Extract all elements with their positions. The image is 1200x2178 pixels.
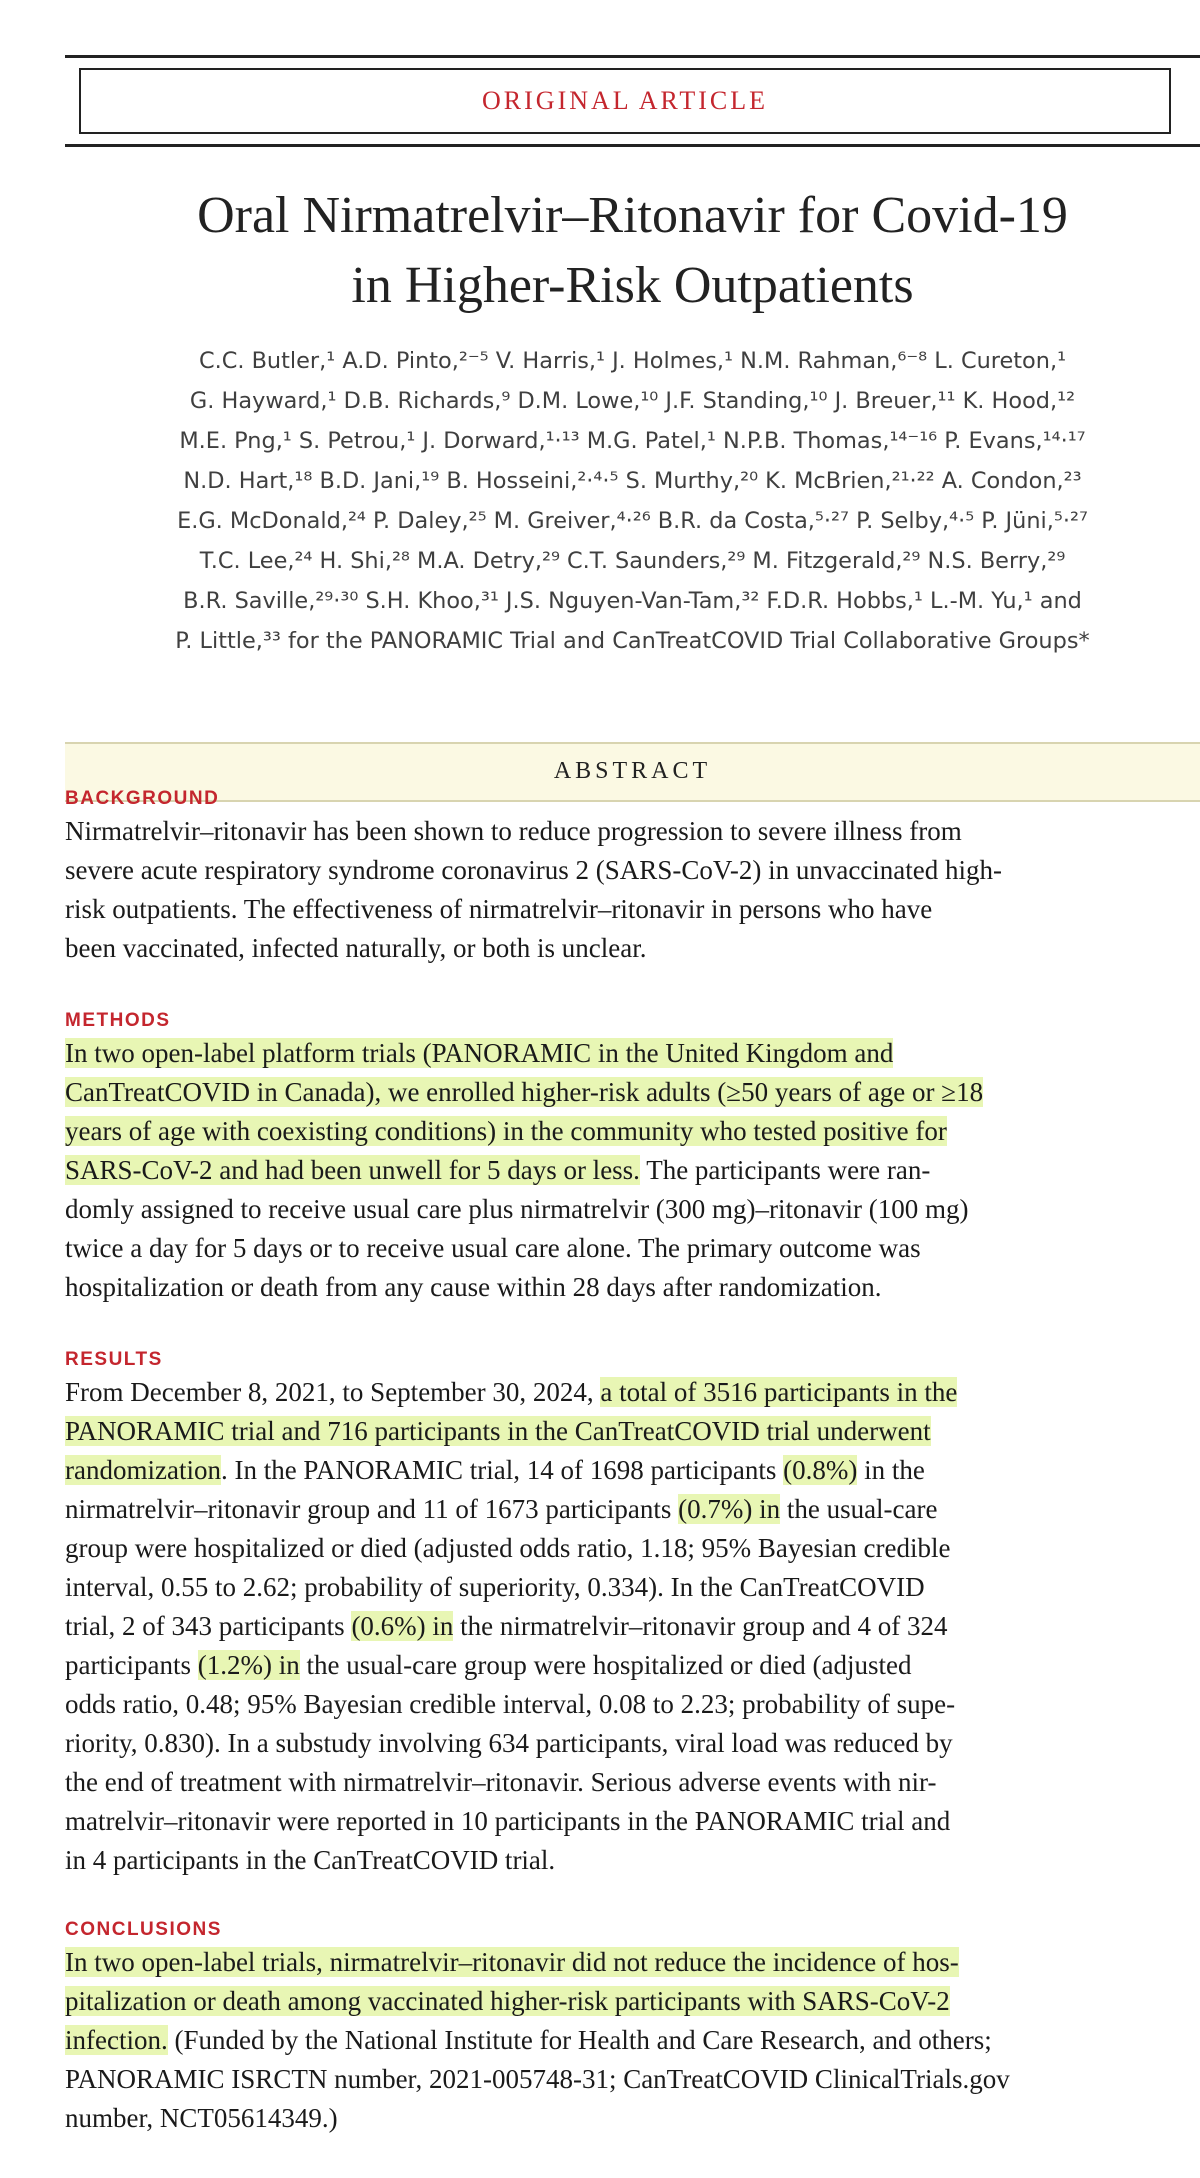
author-list: [65, 341, 1200, 661]
text-span: . In the PANORAMIC trial, 14 of 1698 participants: [220, 1455, 784, 1485]
text-span: participants: [65, 1650, 198, 1680]
highlight: infection.: [65, 2025, 168, 2055]
methods-text: [65, 1034, 1200, 1307]
conclusions-line: number, NCT05614349.): [65, 2103, 338, 2133]
methods-line: [65, 1034, 1200, 1073]
highlight: SARS-CoV-2 and had been unwell for 5 days or less.: [65, 1155, 640, 1185]
background-heading: BACKGROUND: [65, 788, 220, 809]
conclusions-line: [65, 2021, 1200, 2060]
results-line: in 4 participants in the CanTreatCOVID trial.: [65, 1845, 556, 1875]
abstract-label: ABSTRACT: [553, 758, 712, 784]
highlight: CanTreatCOVID in Canada), we enrolled higher-risk adults (≥50 years of age or ≥18: [65, 1077, 984, 1107]
text-span: From December 8, 2021, to September 30, 2024,: [65, 1377, 601, 1407]
text-span: (Funded by the National Institute for Health and Care Research, and others;: [167, 2025, 992, 2055]
methods-line: [65, 1073, 1200, 1112]
text-span: the nirmatrelvir–ritonavir group and 4 of 324: [453, 1611, 948, 1641]
article-header-box: [79, 68, 1171, 134]
conclusions-line: PANORAMIC ISRCTN number, 2021-005748-31; CanTreatCOVID ClinicalTrials.gov: [65, 2064, 1010, 2094]
background-line: risk outpatients. The effectiveness of nirmatrelvir–ritonavir in persons who have: [65, 894, 933, 924]
background-line: Nirmatrelvir–ritonavir has been shown to reduce progression to severe illness from: [65, 816, 962, 846]
methods-line: [65, 1112, 1200, 1151]
results-line: odds ratio, 0.48; 95% Bayesian credible interval, 0.08 to 2.23; probability of supe-: [65, 1689, 956, 1719]
highlight: PANORAMIC trial and 716 participants in the CanTreatCOVID trial underwent: [65, 1416, 931, 1446]
methods-heading: METHODS: [65, 1010, 171, 1031]
author-line: C.C. Butler,¹ A.D. Pinto,²⁻⁵ V. Harris,¹ J. Holmes,¹ N.M. Rahman,⁶⁻⁸ L. Cureton,¹: [198, 348, 1067, 374]
results-line: [65, 1373, 1200, 1412]
conclusions-text: [65, 1943, 1200, 2138]
article-title: [65, 181, 1200, 321]
author-line: T.C. Lee,²⁴ H. Shi,²⁸ M.A. Detry,²⁹ C.T. Saunders,²⁹ M. Fitzgerald,²⁹ N.S. Berry,²⁹: [199, 548, 1066, 574]
article-header-band: [65, 55, 1200, 147]
highlight: (0.7%) in: [678, 1494, 781, 1524]
results-text: [65, 1373, 1200, 1880]
highlight: (0.6%) in: [351, 1611, 454, 1641]
conclusions-heading: CONCLUSIONS: [65, 1919, 222, 1940]
highlight: randomization: [65, 1455, 221, 1485]
text-span: in the: [857, 1455, 925, 1485]
author-line: P. Little,³³ for the PANORAMIC Trial and CanTreatCOVID Trial Collaborative Groups*: [175, 628, 1090, 654]
highlight: a total of 3516 participants in the: [600, 1377, 958, 1407]
text-span: The participants were ran-: [639, 1155, 931, 1185]
background-line: severe acute respiratory syndrome coronavirus 2 (SARS-CoV-2) in unvaccinated high-: [65, 855, 1002, 885]
highlight: pitalization or death among vaccinated higher-risk participants with SARS-CoV-2: [65, 1986, 950, 2016]
author-line: E.G. McDonald,²⁴ P. Daley,²⁵ M. Greiver,⁴·²⁶ B.R. da Costa,⁵·²⁷ P. Selby,⁴·⁵ P. Jüni,⁵·²⁷: [177, 508, 1088, 534]
results-line: the end of treatment with nirmatrelvir–ritonavir. Serious adverse events with nir-: [65, 1767, 937, 1797]
highlight: In two open-label platform trials (PANORAMIC in the United Kingdom and: [65, 1038, 894, 1068]
highlight: (0.8%): [783, 1455, 858, 1485]
results-line: [65, 1646, 1200, 1685]
results-line: matrelvir–ritonavir were reported in 10 participants in the PANORAMIC trial and: [65, 1806, 951, 1836]
background-text: [65, 812, 1200, 968]
highlight: years of age with coexisting conditions) in the community who tested positive for: [65, 1116, 947, 1146]
background-line: been vaccinated, infected naturally, or both is unclear.: [65, 933, 647, 963]
results-line: group were hospitalized or died (adjusted odds ratio, 1.18; 95% Bayesian credible: [65, 1533, 951, 1563]
highlight: In two open-label trials, nirmatrelvir–ritonavir did not reduce the incidence of hos-: [65, 1947, 959, 1977]
title-line-1: Oral Nirmatrelvir–Ritonavir for Covid-19: [197, 187, 1068, 244]
results-line: [65, 1451, 1200, 1490]
results-line: riority, 0.830). In a substudy involving 634 participants, viral load was reduced by: [65, 1728, 953, 1758]
methods-line: domly assigned to receive usual care plus nirmatrelvir (300 mg)–ritonavir (100 mg): [65, 1194, 969, 1224]
results-line: [65, 1490, 1200, 1529]
methods-line: hospitalization or death from any cause within 28 days after randomization.: [65, 1272, 882, 1302]
results-line: [65, 1412, 1200, 1451]
text-span: trial, 2 of 343 participants: [65, 1611, 352, 1641]
author-line: M.E. Png,¹ S. Petrou,¹ J. Dorward,¹·¹³ M.G. Patel,¹ N.P.B. Thomas,¹⁴⁻¹⁶ P. Evans,¹⁴·¹⁷: [179, 428, 1086, 454]
results-line: interval, 0.55 to 2.62; probability of superiority, 0.334). In the CanTreatCOVID: [65, 1572, 925, 1602]
conclusions-line: [65, 1943, 1200, 1982]
conclusions-line: [65, 1982, 1200, 2021]
abstract-bar: [65, 742, 1200, 802]
results-heading: RESULTS: [65, 1349, 163, 1370]
highlight: (1.2%) in: [197, 1650, 300, 1680]
article-type-label: ORIGINAL ARTICLE: [482, 86, 768, 115]
article-page: [65, 55, 1200, 2178]
title-line-2: in Higher-Risk Outpatients: [351, 257, 914, 314]
text-span: the usual-care group were hospitalized or died (adjusted: [299, 1650, 912, 1680]
text-span: the usual-care: [780, 1494, 938, 1524]
text-span: nirmatrelvir–ritonavir group and 11 of 1673 participants: [65, 1494, 679, 1524]
methods-line: twice a day for 5 days or to receive usual care alone. The primary outcome was: [65, 1233, 921, 1263]
results-line: [65, 1607, 1200, 1646]
author-line: B.R. Saville,²⁹·³⁰ S.H. Khoo,³¹ J.S. Nguyen-Van-Tam,³² F.D.R. Hobbs,¹ L.-M. Yu,¹ and: [183, 588, 1082, 614]
methods-line: [65, 1151, 1200, 1190]
author-line: N.D. Hart,¹⁸ B.D. Jani,¹⁹ B. Hosseini,²·⁴·⁵ S. Murthy,²⁰ K. McBrien,²¹·²² A. Condon,²³: [183, 468, 1082, 494]
author-line: G. Hayward,¹ D.B. Richards,⁹ D.M. Lowe,¹⁰ J.F. Standing,¹⁰ J. Breuer,¹¹ K. Hood,¹²: [189, 388, 1076, 414]
